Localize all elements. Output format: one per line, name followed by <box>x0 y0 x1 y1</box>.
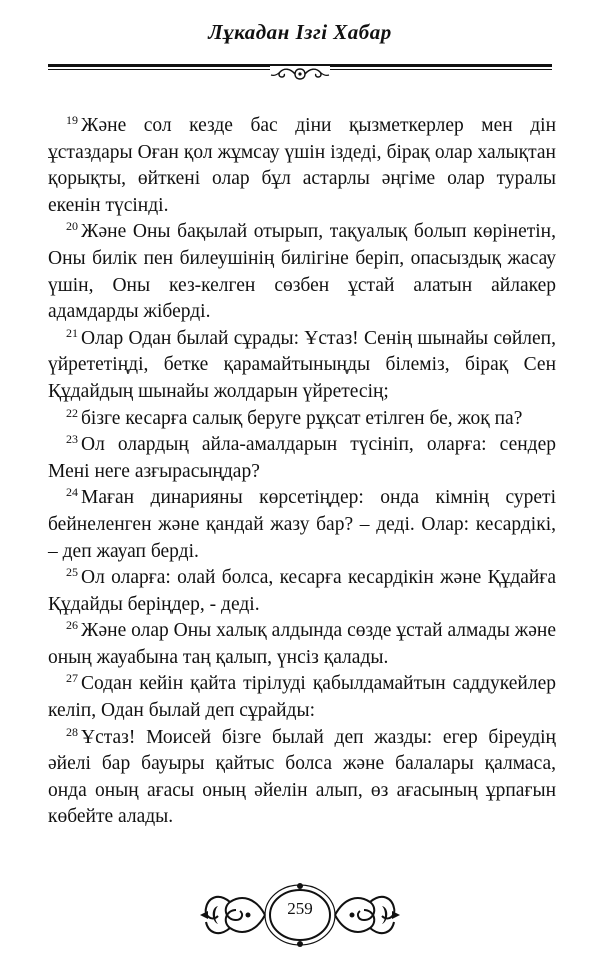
verse-number: 19 <box>66 113 78 127</box>
running-header-title: Лұкадан Ізгі Хабар <box>208 20 392 44</box>
verse-number: 24 <box>66 485 78 500</box>
verse-text: Маған динарияны көрсетіңдер: онда кімнің суреті бейнеленген және қандай жазу бар? – деді. Олар: кесардікі, – деп жауап берді. <box>48 487 556 562</box>
verse-text: Және олар Оны халық алдында сөзде ұстай алмады және оның жауабына таң қалып, үнсіз қалады. <box>48 620 556 668</box>
verse-23 <box>48 432 556 485</box>
scripture-text-body <box>48 113 556 831</box>
verse-21 <box>48 326 556 406</box>
page-number: 259 <box>287 899 313 918</box>
verse-text: Ұстаз! Моисей бізге былай деп жазды: егер біреудің әйелі бар бауыры қайтыс болса және балалары қалмаса, онда оның ағасы оның әйелін алып, өз ағасының ұрпағын көбейте алады. <box>48 726 556 828</box>
scroll-ornament-icon <box>270 66 330 82</box>
verse-text: Олар Одан былай сұрады: Ұстаз! Сенің шынайы сөйлеп, үйрететіңді, бетке қарамайтыныңды білеміз, бірақ Сен Құдайдың шынайы жолдарын үйретесің; <box>48 327 556 402</box>
verse-26 <box>48 618 556 671</box>
verse-text: Және Оны бақылай отырып, тақуалық болып көрінетін, Оны билік пен билеушінің билігіне беріп, опасыздық жасау үшін, Оны кез-келген сөзбен ұстай алатын айлакер адамдарды жіберді. <box>48 221 556 323</box>
verse-number: 21 <box>66 325 78 340</box>
verse-number: 27 <box>66 671 78 686</box>
verse-text: Ол олардың айла-амалдарын түсініп, оларға: сендер Мені неге азғырасыңдар? <box>48 434 556 482</box>
verse-text: Содан кейін қайта тірілуді қабылдамайтын саддукейлер келіп, Одан былай деп сұрайды: <box>48 673 556 722</box>
verse-text: бізге кесарға салық беруге рұқсат етілген бе, жоқ па? <box>81 407 523 429</box>
verse-19 <box>48 113 556 219</box>
verse-28 <box>48 725 556 831</box>
verse-number: 22 <box>66 405 78 420</box>
verse-text: Және сол кезде бас діни қызметкерлер мен дін ұстаздары Оған қол жұмсау үшін іздеді, бірақ олар халықтан қорықты, өйткені олар бұл астарлы әңгіме олар туралы екенін түсінді. <box>48 115 556 216</box>
verse-number: 28 <box>66 724 78 739</box>
verse-number: 26 <box>66 618 78 633</box>
verse-22 <box>48 406 556 433</box>
verse-number: 20 <box>66 219 78 234</box>
verse-20 <box>48 219 556 325</box>
verse-number: 25 <box>66 565 78 580</box>
verse-text: Ол оларға: олай болса, кесарға кесардікін және Құдайға Құдайды беріңдер, - деді. <box>48 567 556 615</box>
verse-24 <box>48 485 556 565</box>
verse-27 <box>48 671 556 724</box>
verse-number: 23 <box>66 432 78 447</box>
verse-25 <box>48 565 556 618</box>
